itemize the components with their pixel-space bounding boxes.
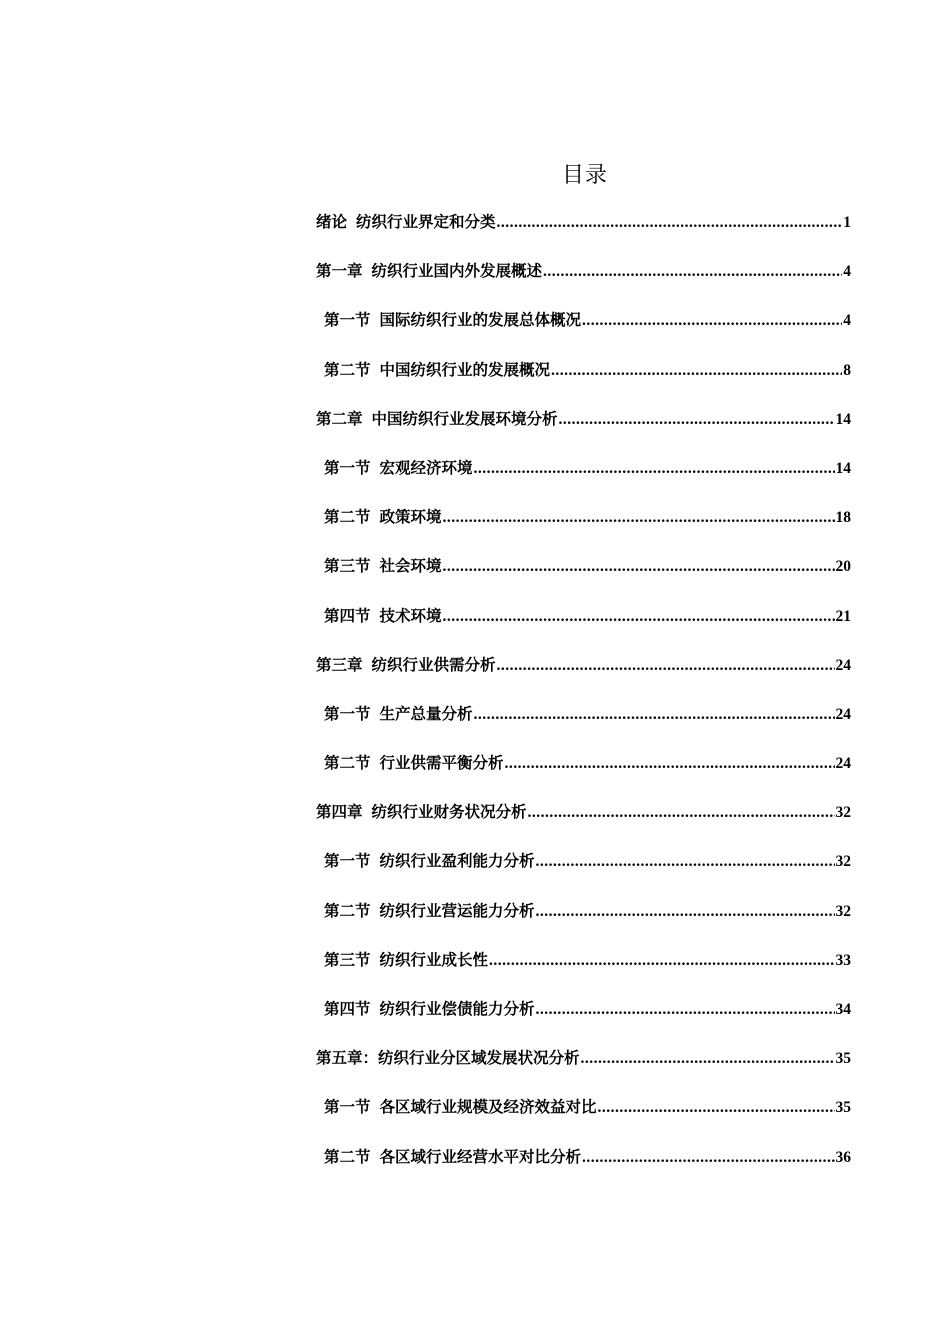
toc-entry-section[interactable] bbox=[316, 751, 851, 800]
toc-page-number: 24 bbox=[835, 755, 851, 773]
toc-leader-dots bbox=[551, 362, 842, 380]
toc-entry-section[interactable] bbox=[316, 505, 851, 554]
toc-leader-dots bbox=[543, 263, 842, 281]
toc-entry-label: 第一节 宏观经济环境 bbox=[324, 458, 473, 477]
toc-entry-label: 第三节 社会环境 bbox=[324, 557, 442, 576]
toc-entry-section[interactable] bbox=[316, 1145, 851, 1194]
toc-entry-section[interactable] bbox=[316, 1095, 851, 1144]
toc-entry-section[interactable] bbox=[316, 456, 851, 505]
toc-leader-dots bbox=[528, 804, 835, 822]
toc-entry-label: 第四章 纺织行业财务状况分析 bbox=[316, 803, 527, 822]
toc-page-number: 34 bbox=[835, 1001, 851, 1018]
toc-page-number: 8 bbox=[843, 361, 851, 379]
toc-leader-dots bbox=[559, 411, 835, 429]
toc-leader-dots bbox=[581, 1050, 835, 1068]
toc-entry-section[interactable] bbox=[316, 899, 851, 948]
toc-page-number: 33 bbox=[835, 951, 851, 969]
toc-page-number: 1 bbox=[843, 214, 851, 231]
toc-list bbox=[316, 210, 851, 1194]
toc-entry-label: 第一节 国际纺织行业的发展总体概况 bbox=[324, 311, 582, 330]
toc-page-number: 24 bbox=[835, 656, 851, 674]
toc-title: 目录 bbox=[561, 163, 608, 188]
toc-entry-section[interactable] bbox=[316, 849, 851, 898]
toc-entry-label: 第三节 纺织行业成长性 bbox=[324, 950, 489, 969]
toc-entry-section[interactable] bbox=[316, 554, 851, 603]
toc-leader-dots bbox=[505, 755, 835, 773]
toc-entry-chapter-2[interactable] bbox=[316, 407, 851, 456]
toc-entry-chapter-1[interactable] bbox=[316, 259, 851, 308]
toc-page-number: 35 bbox=[835, 1099, 851, 1117]
toc-entry-chapter-5[interactable] bbox=[316, 1046, 851, 1095]
toc-entry-section[interactable] bbox=[316, 948, 851, 997]
toc-page-number: 32 bbox=[835, 804, 851, 822]
toc-leader-dots bbox=[443, 608, 835, 626]
toc-entry-label: 第四节 技术环境 bbox=[324, 606, 442, 625]
toc-page-number: 21 bbox=[835, 607, 851, 625]
toc-entry-label: 第一节 各区域行业规模及经济效益对比 bbox=[324, 1098, 597, 1117]
toc-entry-section[interactable] bbox=[316, 358, 851, 407]
toc-page-number: 24 bbox=[835, 705, 851, 723]
toc-entry-label: 第二节 政策环境 bbox=[324, 508, 442, 527]
toc-page-number: 18 bbox=[835, 509, 851, 527]
toc-entry-label: 第二章 中国纺织行业发展环境分析 bbox=[316, 409, 558, 428]
toc-leader-dots bbox=[497, 214, 843, 232]
toc-entry-label: 第二节 中国纺织行业的发展概况 bbox=[324, 360, 551, 379]
toc-entry-label: 第二节 行业供需平衡分析 bbox=[324, 754, 504, 773]
toc-entry-intro[interactable] bbox=[316, 210, 851, 259]
toc-entry-label: 绪论 纺织行业界定和分类 bbox=[316, 213, 496, 231]
toc-leader-dots bbox=[536, 903, 835, 921]
toc-leader-dots bbox=[536, 853, 835, 871]
toc-entry-section[interactable] bbox=[316, 308, 851, 357]
toc-page-number: 4 bbox=[843, 263, 851, 281]
toc-entry-section[interactable] bbox=[316, 702, 851, 751]
toc-page-number: 32 bbox=[835, 853, 851, 871]
toc-entry-label: 第一节 纺织行业盈利能力分析 bbox=[324, 852, 535, 871]
toc-page-number: 20 bbox=[835, 558, 851, 576]
toc-leader-dots bbox=[489, 952, 834, 970]
toc-page-number: 32 bbox=[835, 902, 851, 920]
toc-entry-label: 第三章 纺织行业供需分析 bbox=[316, 655, 496, 674]
toc-leader-dots bbox=[582, 312, 842, 330]
toc-entry-label: 第四节 纺织行业偿债能力分析 bbox=[324, 1000, 535, 1018]
toc-entry-label: 第五章：纺织行业分区域发展状况分析 bbox=[316, 1049, 580, 1068]
toc-page-number: 14 bbox=[835, 410, 851, 428]
toc-entry-label: 第一章 纺织行业国内外发展概述 bbox=[316, 262, 543, 281]
toc-leader-dots bbox=[582, 1149, 834, 1167]
toc-entry-chapter-4[interactable] bbox=[316, 800, 851, 849]
toc-entry-label: 第二节 纺织行业营运能力分析 bbox=[324, 901, 535, 920]
toc-leader-dots bbox=[598, 1099, 835, 1117]
toc-leader-dots bbox=[474, 460, 835, 478]
toc-leader-dots bbox=[443, 509, 835, 527]
toc-leader-dots bbox=[536, 1001, 835, 1019]
toc-page-number: 4 bbox=[843, 312, 851, 330]
toc-entry-section[interactable] bbox=[316, 604, 851, 653]
toc-entry-label: 第一节 生产总量分析 bbox=[324, 704, 473, 723]
toc-entry-label: 第二节 各区域行业经营水平对比分析 bbox=[324, 1147, 582, 1166]
toc-entry-chapter-3[interactable] bbox=[316, 653, 851, 702]
toc-page-number: 35 bbox=[835, 1050, 851, 1068]
toc-leader-dots bbox=[443, 558, 835, 576]
toc-leader-dots bbox=[497, 657, 835, 675]
toc-page-number: 14 bbox=[835, 459, 851, 477]
toc-page-number: 36 bbox=[835, 1148, 851, 1166]
toc-leader-dots bbox=[474, 706, 835, 724]
toc-entry-section[interactable] bbox=[316, 997, 851, 1046]
